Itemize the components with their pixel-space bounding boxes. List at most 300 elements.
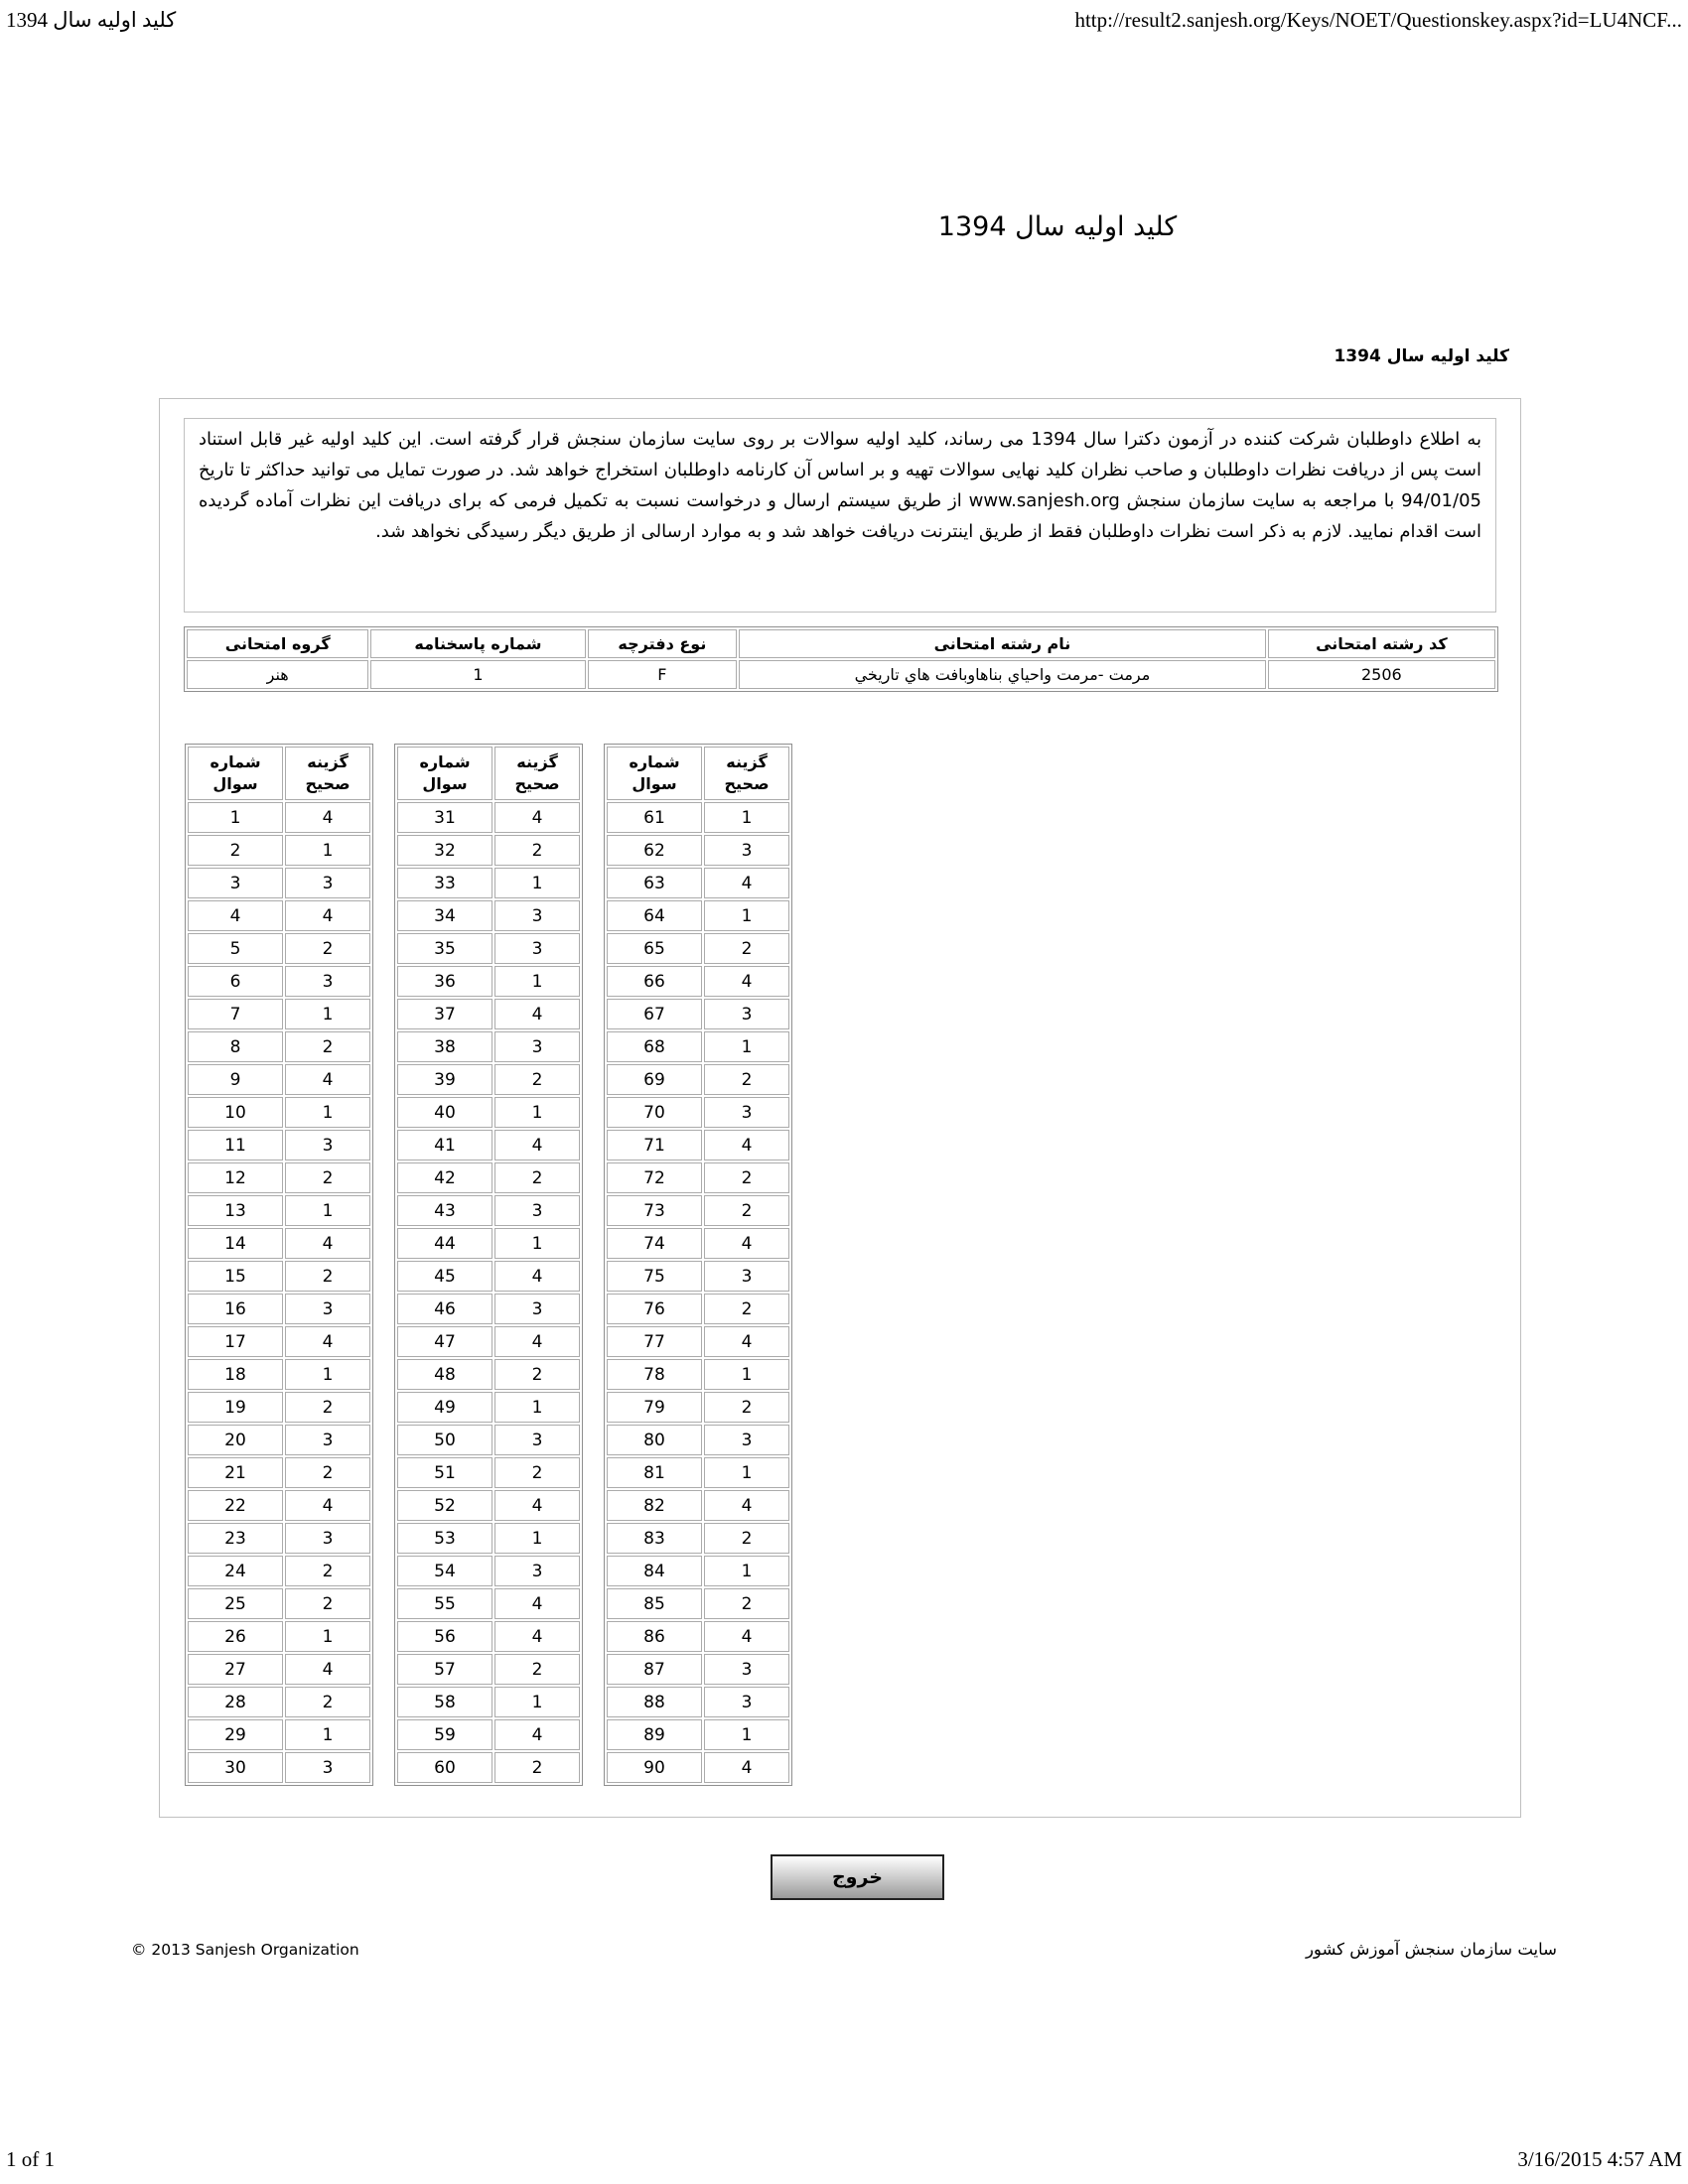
answer-row — [397, 1588, 580, 1619]
question-number: 69 — [607, 1064, 702, 1095]
correct-option: 1 — [704, 1031, 789, 1062]
info-table-header-cell: گروه امتحانی — [187, 629, 368, 658]
correct-option: 3 — [285, 1523, 370, 1554]
answer-key-tables — [185, 744, 1520, 1786]
correct-option: 3 — [704, 1687, 789, 1717]
correct-option: 4 — [704, 1130, 789, 1160]
question-number: 5 — [188, 933, 283, 964]
answer-row — [397, 802, 580, 833]
correct-option: 2 — [704, 1392, 789, 1423]
correct-option: 1 — [494, 1097, 580, 1128]
correct-option: 4 — [704, 1228, 789, 1259]
correct-option: 1 — [285, 835, 370, 866]
answer-row — [397, 1490, 580, 1521]
answer-row — [397, 933, 580, 964]
correct-option: 3 — [285, 1130, 370, 1160]
answer-row — [188, 1523, 370, 1554]
answer-row — [397, 1228, 580, 1259]
correct-option: 2 — [285, 1556, 370, 1586]
question-number: 63 — [607, 868, 702, 898]
question-number: 12 — [188, 1162, 283, 1193]
question-number: 31 — [397, 802, 492, 833]
correct-option: 4 — [704, 966, 789, 997]
question-number: 4 — [188, 900, 283, 931]
question-number: 34 — [397, 900, 492, 931]
question-number: 70 — [607, 1097, 702, 1128]
question-number: 18 — [188, 1359, 283, 1390]
correct-option: 3 — [704, 1261, 789, 1292]
answer-row — [397, 1326, 580, 1357]
question-number: 40 — [397, 1097, 492, 1128]
correct-option: 3 — [494, 1195, 580, 1226]
question-number: 33 — [397, 868, 492, 898]
answer-key-header-row — [188, 747, 370, 800]
page-number: 1 of 1 — [6, 2147, 55, 2171]
question-number: 88 — [607, 1687, 702, 1717]
question-number: 47 — [397, 1326, 492, 1357]
question-number: 17 — [188, 1326, 283, 1357]
correct-option: 3 — [285, 966, 370, 997]
answer-row — [607, 966, 789, 997]
question-number: 59 — [397, 1719, 492, 1750]
correct-option: 4 — [494, 1326, 580, 1357]
question-number: 50 — [397, 1425, 492, 1455]
answer-row — [607, 1294, 789, 1324]
answer-row — [188, 933, 370, 964]
question-number: 52 — [397, 1490, 492, 1521]
answer-row — [188, 1654, 370, 1685]
correct-option: 2 — [285, 1457, 370, 1488]
question-number: 80 — [607, 1425, 702, 1455]
correct-option: 4 — [494, 1130, 580, 1160]
correct-option: 1 — [704, 1556, 789, 1586]
print-header — [6, 8, 1682, 33]
correct-option: 2 — [494, 1752, 580, 1783]
answer-row — [397, 1031, 580, 1062]
answer-row — [397, 1294, 580, 1324]
answer-row — [397, 1359, 580, 1390]
correct-option: 3 — [704, 999, 789, 1029]
content-panel — [159, 398, 1521, 1818]
correct-option: 2 — [494, 1162, 580, 1193]
correct-option: 4 — [285, 1490, 370, 1521]
correct-option: 4 — [494, 1719, 580, 1750]
question-number: 14 — [188, 1228, 283, 1259]
question-number: 49 — [397, 1392, 492, 1423]
correct-option: 4 — [494, 802, 580, 833]
info-table-header-cell: نام رشته امتحانی — [739, 629, 1266, 658]
question-number: 27 — [188, 1654, 283, 1685]
question-number: 6 — [188, 966, 283, 997]
answer-row — [397, 1064, 580, 1095]
answer-row — [188, 1687, 370, 1717]
question-number-header: شماره سوال — [397, 747, 492, 800]
question-number: 82 — [607, 1490, 702, 1521]
question-number: 77 — [607, 1326, 702, 1357]
question-number: 41 — [397, 1130, 492, 1160]
answer-row — [188, 1392, 370, 1423]
answer-row — [607, 1097, 789, 1128]
question-number: 7 — [188, 999, 283, 1029]
print-header-url: http://result2.sanjesh.org/Keys/NOET/Questionskey.aspx?id=LU4NCF... — [1074, 8, 1682, 32]
info-table-value-cell: 1 — [370, 660, 585, 689]
exam-info-table — [184, 626, 1498, 692]
correct-option: 4 — [494, 999, 580, 1029]
question-number: 8 — [188, 1031, 283, 1062]
correct-option: 3 — [494, 1294, 580, 1324]
answer-row — [397, 1457, 580, 1488]
answer-row — [188, 868, 370, 898]
question-number-header: شماره سوال — [607, 747, 702, 800]
answer-row — [607, 1556, 789, 1586]
answer-row — [397, 868, 580, 898]
question-number: 43 — [397, 1195, 492, 1226]
correct-option: 1 — [285, 1719, 370, 1750]
answer-key-table-2 — [394, 744, 583, 1786]
answer-row — [397, 999, 580, 1029]
correct-option: 2 — [494, 1064, 580, 1095]
answer-row — [397, 1195, 580, 1226]
question-number: 75 — [607, 1261, 702, 1292]
question-number: 46 — [397, 1294, 492, 1324]
question-number: 11 — [188, 1130, 283, 1160]
correct-option: 2 — [704, 1195, 789, 1226]
answer-row — [607, 1359, 789, 1390]
correct-option: 2 — [285, 1588, 370, 1619]
answer-row — [188, 1490, 370, 1521]
correct-option: 3 — [285, 1752, 370, 1783]
correct-option: 4 — [285, 900, 370, 931]
question-number: 68 — [607, 1031, 702, 1062]
correct-option: 1 — [494, 1392, 580, 1423]
answer-row — [397, 1261, 580, 1292]
correct-option: 1 — [494, 1228, 580, 1259]
question-number: 21 — [188, 1457, 283, 1488]
answer-row — [188, 966, 370, 997]
answer-row — [607, 835, 789, 866]
correct-option-header: گزینه صحیح — [285, 747, 370, 800]
answer-row — [188, 1752, 370, 1783]
correct-option: 3 — [285, 1294, 370, 1324]
question-number: 89 — [607, 1719, 702, 1750]
answer-row — [188, 999, 370, 1029]
answer-row — [607, 1719, 789, 1750]
question-number: 48 — [397, 1359, 492, 1390]
question-number: 62 — [607, 835, 702, 866]
answer-row — [188, 1195, 370, 1226]
answer-row — [188, 1097, 370, 1128]
info-table-value-cell: 2506 — [1268, 660, 1495, 689]
question-number: 29 — [188, 1719, 283, 1750]
correct-option-header: گزینه صحیح — [704, 747, 789, 800]
correct-option: 3 — [285, 868, 370, 898]
answer-row — [607, 1654, 789, 1685]
answer-row — [607, 1752, 789, 1783]
answer-row — [607, 1195, 789, 1226]
answer-row — [607, 1621, 789, 1652]
correct-option: 2 — [494, 1457, 580, 1488]
correct-option: 2 — [704, 933, 789, 964]
answer-row — [607, 1064, 789, 1095]
correct-option: 3 — [494, 1556, 580, 1586]
answer-row — [397, 1556, 580, 1586]
exit-button[interactable]: خروج — [771, 1854, 944, 1900]
question-number: 87 — [607, 1654, 702, 1685]
question-number: 38 — [397, 1031, 492, 1062]
correct-option: 4 — [285, 802, 370, 833]
correct-option: 1 — [285, 1195, 370, 1226]
correct-option: 2 — [285, 933, 370, 964]
answer-row — [188, 1719, 370, 1750]
correct-option: 1 — [494, 1523, 580, 1554]
correct-option: 3 — [494, 1425, 580, 1455]
answer-row — [397, 900, 580, 931]
answer-row — [188, 1294, 370, 1324]
answer-row — [188, 1162, 370, 1193]
correct-option: 4 — [704, 1621, 789, 1652]
answer-row — [397, 835, 580, 866]
question-number: 57 — [397, 1654, 492, 1685]
exam-info-value-row — [187, 660, 1495, 689]
correct-option: 2 — [285, 1162, 370, 1193]
question-number: 37 — [397, 999, 492, 1029]
info-table-header-cell: شماره پاسخنامه — [370, 629, 585, 658]
question-number: 35 — [397, 933, 492, 964]
correct-option: 1 — [494, 868, 580, 898]
page-title: کلید اولیه سال 1394 — [937, 211, 1178, 242]
question-number: 90 — [607, 1752, 702, 1783]
correct-option: 2 — [494, 1359, 580, 1390]
correct-option: 4 — [704, 868, 789, 898]
question-number: 1 — [188, 802, 283, 833]
answer-row — [607, 1228, 789, 1259]
info-table-value-cell: مرمت -مرمت واحياي بناهاوبافت هاي تاريخي — [739, 660, 1266, 689]
answer-row — [188, 1064, 370, 1095]
correct-option: 1 — [285, 1621, 370, 1652]
correct-option: 4 — [704, 1490, 789, 1521]
correct-option: 4 — [704, 1752, 789, 1783]
question-number: 55 — [397, 1588, 492, 1619]
question-number: 84 — [607, 1556, 702, 1586]
question-number: 30 — [188, 1752, 283, 1783]
print-timestamp: 3/16/2015 4:57 AM — [1517, 2147, 1682, 2171]
info-table-value-cell: F — [588, 660, 738, 689]
answer-row — [397, 1752, 580, 1783]
exam-info-header-row — [187, 629, 1495, 658]
question-number: 39 — [397, 1064, 492, 1095]
correct-option: 1 — [494, 1687, 580, 1717]
question-number: 19 — [188, 1392, 283, 1423]
site-footer — [131, 1940, 1557, 1959]
correct-option-header: گزینه صحیح — [494, 747, 580, 800]
question-number: 10 — [188, 1097, 283, 1128]
answer-row — [397, 1425, 580, 1455]
question-number: 83 — [607, 1523, 702, 1554]
notice-box — [184, 418, 1496, 613]
question-number: 28 — [188, 1687, 283, 1717]
question-number: 78 — [607, 1359, 702, 1390]
question-number: 66 — [607, 966, 702, 997]
question-number: 58 — [397, 1687, 492, 1717]
answer-row — [607, 900, 789, 931]
correct-option: 2 — [494, 1654, 580, 1685]
answer-row — [607, 1588, 789, 1619]
correct-option: 2 — [285, 1031, 370, 1062]
question-number: 15 — [188, 1261, 283, 1292]
answer-row — [397, 1621, 580, 1652]
correct-option: 2 — [704, 1523, 789, 1554]
notice-text: به اطلاع داوطلبان شرکت کننده در آزمون دکترا سال 1394 می رساند، کلید اولیه سوالات بر روی سایت سازمان سنجش قرار گرفته است. این کلید اولیه غیر قابل استناد است پس از دریافت نظرات داوطلبان و صاحب نظران کلید نهایی سوالات تهیه و بر اساس آن کارنامه داوطلبان استخراج خواهد شد. در صورت تمایل می توانید حداکثر تا تاریخ 94/01/05 با مراجعه به سایت سازمان سنجش www.sanjesh.org از طریق سیستم ارسال و درخواست نسبت به تکمیل فرمی که برای دریافت این نظرات آماده گردیده است اقدام نمایید. لازم به ذکر است نظرات داوطلبان فقط از طریق اینترنت دریافت خواهد شد و به موارد ارسالی از طریق دیگر رسیدگی نخواهد شد. — [199, 429, 1481, 542]
question-number: 26 — [188, 1621, 283, 1652]
question-number: 51 — [397, 1457, 492, 1488]
answer-row — [397, 1654, 580, 1685]
answer-row — [607, 1162, 789, 1193]
question-number: 32 — [397, 835, 492, 866]
info-table-header-cell: کد رشته امتحانی — [1268, 629, 1495, 658]
answer-row — [607, 1326, 789, 1357]
correct-option: 4 — [494, 1588, 580, 1619]
answer-row — [607, 1490, 789, 1521]
answer-key-table-3 — [604, 744, 792, 1786]
correct-option: 4 — [494, 1621, 580, 1652]
correct-option: 2 — [285, 1687, 370, 1717]
correct-option: 2 — [704, 1162, 789, 1193]
answer-row — [607, 1425, 789, 1455]
answer-row — [607, 1687, 789, 1717]
answer-row — [188, 1457, 370, 1488]
answer-row — [188, 1425, 370, 1455]
correct-option: 1 — [704, 802, 789, 833]
answer-row — [188, 1261, 370, 1292]
correct-option: 3 — [494, 1031, 580, 1062]
correct-option: 4 — [285, 1326, 370, 1357]
question-number: 36 — [397, 966, 492, 997]
correct-option: 2 — [704, 1294, 789, 1324]
question-number: 65 — [607, 933, 702, 964]
page-subtitle: کلید اولیه سال 1394 — [1334, 346, 1509, 366]
correct-option: 1 — [704, 900, 789, 931]
correct-option: 3 — [704, 835, 789, 866]
question-number: 67 — [607, 999, 702, 1029]
answer-row — [397, 1687, 580, 1717]
question-number: 23 — [188, 1523, 283, 1554]
answer-row — [188, 1621, 370, 1652]
question-number: 61 — [607, 802, 702, 833]
question-number: 13 — [188, 1195, 283, 1226]
correct-option: 1 — [704, 1359, 789, 1390]
correct-option: 4 — [285, 1064, 370, 1095]
question-number: 44 — [397, 1228, 492, 1259]
correct-option: 3 — [704, 1654, 789, 1685]
answer-row — [607, 802, 789, 833]
answer-row — [188, 900, 370, 931]
question-number: 76 — [607, 1294, 702, 1324]
correct-option: 3 — [704, 1097, 789, 1128]
answer-row — [607, 868, 789, 898]
answer-row — [607, 933, 789, 964]
correct-option: 3 — [704, 1425, 789, 1455]
answer-row — [188, 835, 370, 866]
answer-row — [188, 1130, 370, 1160]
correct-option: 1 — [704, 1719, 789, 1750]
question-number: 79 — [607, 1392, 702, 1423]
site-name-text: سایت سازمان سنجش آموزش کشور — [1305, 1940, 1557, 1959]
answer-key-table-1 — [185, 744, 373, 1786]
answer-row — [607, 1392, 789, 1423]
answer-row — [607, 1130, 789, 1160]
answer-row — [607, 1523, 789, 1554]
correct-option: 3 — [285, 1425, 370, 1455]
correct-option: 4 — [494, 1490, 580, 1521]
question-number: 3 — [188, 868, 283, 898]
answer-row — [188, 1556, 370, 1586]
answer-row — [188, 1326, 370, 1357]
question-number: 53 — [397, 1523, 492, 1554]
correct-option: 1 — [704, 1457, 789, 1488]
question-number: 20 — [188, 1425, 283, 1455]
answer-key-header-row — [397, 747, 580, 800]
question-number: 85 — [607, 1588, 702, 1619]
correct-option: 2 — [494, 835, 580, 866]
correct-option: 4 — [285, 1654, 370, 1685]
answer-row — [188, 802, 370, 833]
answer-row — [607, 999, 789, 1029]
question-number: 42 — [397, 1162, 492, 1193]
answer-row — [188, 1359, 370, 1390]
question-number: 16 — [188, 1294, 283, 1324]
question-number: 73 — [607, 1195, 702, 1226]
answer-key-header-row — [607, 747, 789, 800]
question-number: 54 — [397, 1556, 492, 1586]
answer-row — [397, 1162, 580, 1193]
correct-option: 2 — [285, 1261, 370, 1292]
copyright-text: © 2013 Sanjesh Organization — [131, 1941, 359, 1959]
question-number: 25 — [188, 1588, 283, 1619]
correct-option: 4 — [285, 1228, 370, 1259]
question-number: 2 — [188, 835, 283, 866]
question-number: 71 — [607, 1130, 702, 1160]
correct-option: 3 — [494, 933, 580, 964]
answer-row — [188, 1588, 370, 1619]
question-number: 56 — [397, 1621, 492, 1652]
answer-row — [607, 1031, 789, 1062]
answer-row — [397, 1719, 580, 1750]
question-number: 86 — [607, 1621, 702, 1652]
answer-row — [397, 1523, 580, 1554]
correct-option: 2 — [704, 1588, 789, 1619]
question-number: 9 — [188, 1064, 283, 1095]
question-number: 64 — [607, 900, 702, 931]
question-number: 24 — [188, 1556, 283, 1586]
answer-row — [188, 1031, 370, 1062]
question-number: 60 — [397, 1752, 492, 1783]
question-number: 81 — [607, 1457, 702, 1488]
correct-option: 2 — [285, 1392, 370, 1423]
correct-option: 1 — [285, 999, 370, 1029]
question-number: 72 — [607, 1162, 702, 1193]
answer-row — [607, 1457, 789, 1488]
correct-option: 1 — [285, 1359, 370, 1390]
answer-row — [397, 1392, 580, 1423]
answer-row — [188, 1228, 370, 1259]
print-footer — [6, 2147, 1682, 2172]
answer-row — [397, 1097, 580, 1128]
correct-option: 4 — [704, 1326, 789, 1357]
info-table-value-cell: هنر — [187, 660, 368, 689]
correct-option: 1 — [494, 966, 580, 997]
answer-row — [397, 966, 580, 997]
question-number: 22 — [188, 1490, 283, 1521]
